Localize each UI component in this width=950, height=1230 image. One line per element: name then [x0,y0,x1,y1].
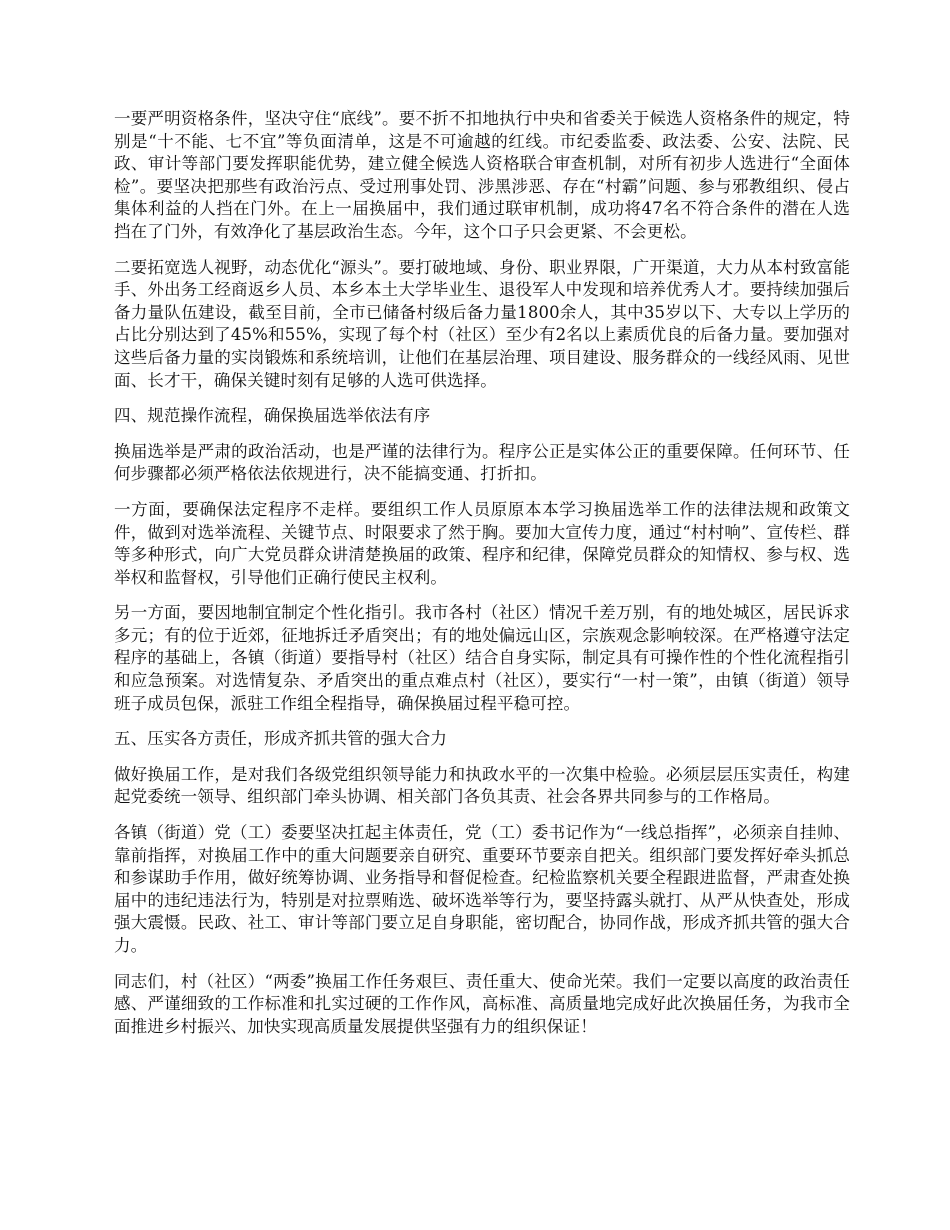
section-heading-5: 五、压实各方责任，形成齐抓共管的强大合力 [114,729,447,749]
paragraph-procedure-intro: 换届选举是严肃的政治活动，也是严谨的法律行为。程序公正是实体公正的重要保障。任何环节、任何步骤都必须严格依法依规进行，决不能搞变通、打折扣。 [114,441,850,484]
paragraph-qualification: 一要严明资格条件，坚决守住“底线”。要不折不扣地执行中央和省委关于候选人资格条件的规定，特别是“十不能、七不宜”等负面清单，这是不可逾越的红线。市纪委监委、政法委、公安、法院、民政、审计等部门要发挥职能优势，建立健全候选人资格联合审查机制，对所有初步人选进行“全面体检”。要坚决把那些有政治污点、受过刑事处罚、涉黑涉恶、存在“村霸”问题、参与邪教组织、侵占集体利益的人挡在门外。在上一届换届中，我们通过联审机制，成功将47名不符合条件的潜在人选挡在了门外，有效净化了基层政治生态。今年，这个口子只会更紧、不会更松。 [114,109,850,241]
paragraph-custom-guidance: 另一方面，要因地制宜制定个性化指引。我市各村（社区）情况千差万别，有的地处城区，居民诉求多元；有的位于近郊，征地拆迁矛盾突出；有的地处偏远山区，宗族观念影响较深。在严格遵守法定程序的基础上，各镇（街道）要指导村（社区）结合自身实际，制定具有可操作性的个性化流程指引和应急预案。对选情复杂、矛盾突出的重点难点村（社区），要实行“一村一策”，由镇（街道）领导班子成员包保，派驻工作组全程指导，确保换届过程平稳可控。 [114,603,850,713]
document-body [114,108,850,1051]
paragraph-conclusion: 同志们，村（社区）“两委”换届工作任务艰巨、责任重大、使命光荣。我们一定要以高度的政治责任感、严谨细致的工作标准和扎实过硬的工作作风，高标准、高质量地完成好此次换届任务，为我市全面推进乡村振兴、加快实现高质量发展提供坚强有力的组织保证！ [114,971,850,1036]
paragraph-talent-pool: 二要拓宽选人视野，动态优化“源头”。要打破地域、身份、职业界限，广开渠道，大力从本村致富能手、外出务工经商返乡人员、本乡本土大学毕业生、退役军人中发现和培养优秀人才。要持续加强后备力量队伍建设，截至目前，全市已储备村级后备力量1800余人，其中35岁以下、大专以上学历的占比分别达到了45%和55%，实现了每个村（社区）至少有2名以上素质优良的后备力量。要加强对这些后备力量的实岗锻炼和系统培训，让他们在基层治理、项目建设、服务群众的一线经风雨、见世面、长才干，确保关键时刻有足够的人选可供选择。 [114,257,850,390]
paragraph-legal-procedure: 一方面，要确保法定程序不走样。要组织工作人员原原本本学习换届选举工作的法律法规和政策文件，做到对选举流程、关键节点、时限要求了然于胸。要加大宣传力度，通过“村村响”、宣传栏、群等多种形式，向广大党员群众讲清楚换届的政策、程序和纪律，保障党员群众的知情权、参与权、选举权和监督权，引导他们正确行使民主权利。 [114,499,850,587]
section-heading-4: 四、规范操作流程，确保换届选举依法有序 [114,406,431,426]
paragraph-responsibility-detail: 各镇（街道）党（工）委要坚决扛起主体责任，党（工）委书记作为“一线总指挥”，必须亲自挂帅、靠前指挥，对换届工作中的重大问题要亲自研究、重要环节要亲自把关。组织部门要发挥好牵头抓总和参谋助手作用，做好统筹协调、业务指导和督促检查。纪检监察机关要全程跟进监督，严肃查处换届中的违纪违法行为，特别是对拉票贿选、破坏选举等行为，要坚持露头就打、从严从快查处，形成强大震慑。民政、社工、审计等部门要立足自身职能，密切配合，协同作战，形成齐抓共管的强大合力。 [114,823,850,955]
paragraph-responsibility-intro: 做好换届工作，是对我们各级党组织领导能力和执政水平的一次集中检验。必须层层压实责任，构建起党委统一领导、组织部门牵头协调、相关部门各负其责、社会各界共同参与的工作格局。 [114,764,850,807]
